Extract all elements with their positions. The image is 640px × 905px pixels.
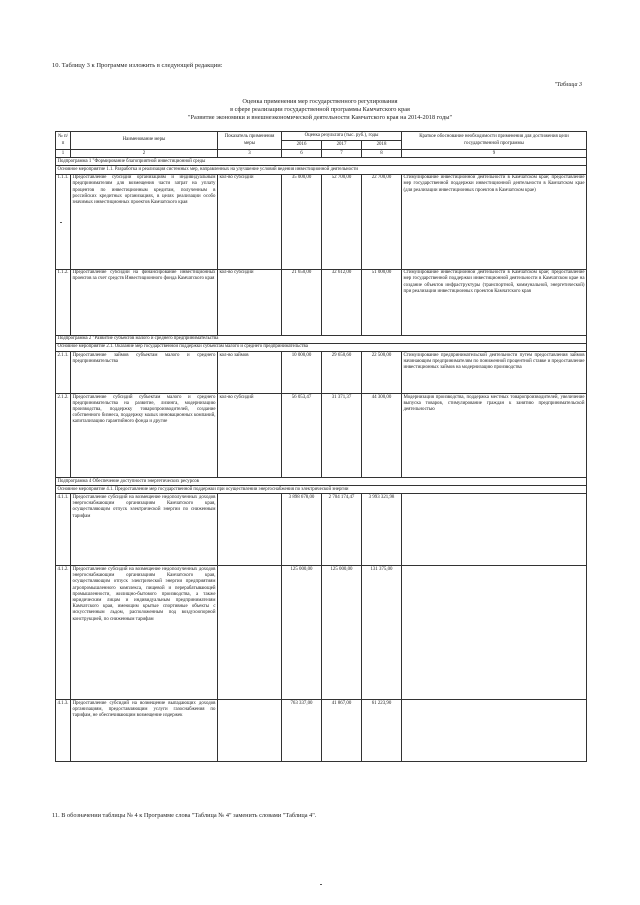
col-number: 8 bbox=[362, 150, 402, 158]
row-rationale bbox=[402, 700, 587, 762]
header-year-2017: 2017 bbox=[322, 141, 362, 150]
header-indicator: Показатель применения меры bbox=[218, 132, 282, 150]
row-rationale bbox=[402, 494, 587, 566]
scan-speck bbox=[320, 884, 322, 885]
row-num: 2.1.1. bbox=[56, 352, 71, 394]
row-2016: 763 337,00 bbox=[282, 700, 322, 762]
row-name: Предоставление субсидий организациям и индивидуальным предпринимателям для возмещения части затрат на уплату процентов по инвестиционным кредитам, полученным в российских кредитных организациях, в целях реализации особо значимых инвестиционных проектов Камчатского края bbox=[71, 174, 218, 269]
row-name: Предоставление субсидий на возмещение выпадающих доходов организациям, предоставляющим услуги газоснабжения по тарифам, не обеспечивающим возмещение издержек bbox=[71, 700, 218, 762]
row-rationale: Стимулирование инвестиционной деятельности в Камчатском крае; предоставление мер государственной поддержки инвестиционной деятельности в Камчатском крае (для реализации инвестиционных проектов в Камчатском крае) bbox=[402, 174, 587, 269]
row-2018: 22 500,00 bbox=[362, 352, 402, 394]
header-num: № п/п bbox=[56, 132, 71, 150]
col-number: 3 bbox=[218, 150, 282, 158]
row-2018: 22 700,00 bbox=[362, 174, 402, 269]
row-2017: 31 371,37 bbox=[322, 394, 362, 478]
row-num: 4.1.1. bbox=[56, 494, 71, 566]
row-indicator: кол-во займов bbox=[218, 352, 282, 394]
table-row bbox=[56, 352, 587, 394]
row-2018: 44 300,00 bbox=[362, 394, 402, 478]
subprogram-title: Подпрограмма 1 "Формирование благоприятной инвестиционной среды bbox=[56, 158, 587, 166]
row-2018: 51 000,00 bbox=[362, 269, 402, 335]
row-rationale: Стимулирование инвестиционной деятельности в Камчатском крае; предоставление мер государственной поддержки инвестиционной деятельности в Камчатском крае на создание объектов инфраструктуры (транспортной, коммунальной, энергетической) при реализации инвестиционных проектов Камчатского края bbox=[402, 269, 587, 335]
row-rationale bbox=[402, 566, 587, 700]
table-row bbox=[56, 394, 587, 478]
table-number: "Таблица 3 bbox=[554, 82, 582, 88]
row-indicator: кол-во субсидий bbox=[218, 269, 282, 335]
row-2016: 56 053,47 bbox=[282, 394, 322, 478]
row-rationale: Стимулирование предпринимательской деятельности путем предоставления займов начинающим предпринимателям по пониженной процентной ставке и предоставление инвестиционных займов на модернизацию производства bbox=[402, 352, 587, 394]
row-num: 4.1.3. bbox=[56, 700, 71, 762]
col-number: 9 bbox=[402, 150, 587, 158]
row-2017: 32 612,00 bbox=[322, 269, 362, 335]
row-2018: 61 223,90 bbox=[362, 700, 402, 762]
footer-text: 11. В обозначении таблицы № 4 к Программе слова "Таблица № 4" заменить словами "Таблица 4". bbox=[52, 812, 317, 819]
table-row bbox=[56, 700, 587, 762]
table-row bbox=[56, 174, 587, 269]
row-name: Предоставление субсидий на финансирование инвестиционных проектов за счет средств Инвестиционного фонда Камчатского края bbox=[71, 269, 218, 335]
row-indicator bbox=[218, 494, 282, 566]
col-number: 6 bbox=[282, 150, 322, 158]
row-name: Предоставление займов субъектам малого и среднего предпринимательства bbox=[71, 352, 218, 394]
measure-title: Основное мероприятие 4.1. Предоставление мер государственной поддержки при осуществлении энергоснабжения по электрической энергии bbox=[56, 486, 587, 494]
row-num: 1.1.2. bbox=[56, 269, 71, 335]
title-line-2: в сфере реализации государственной программы Камчатского края bbox=[230, 106, 410, 113]
row-2017: 29 650,60 bbox=[322, 352, 362, 394]
header-year-2018: 2018 bbox=[362, 141, 402, 150]
col-number: 7 bbox=[322, 150, 362, 158]
title-line-1: Оценка применения мер государственного регулирования bbox=[242, 98, 398, 105]
row-2017: 2 704 174,47 bbox=[322, 494, 362, 566]
row-name: Предоставление субсидий на возмещение недополученных доходов энергоснабжающим организациям Камчатского края, осуществляющим отпуск электрической энергии предприятиям агропромышленного комплекса, пищевой и перерабатывающей промышленности, жилищно-бытового производства, а также юридическим лицам и индивидуальным предпринимателям Камчатского края, имеющим крытые спортивные объекты с искусственным льдом, расположенным под воздухоопорной конструкцией, по сниженным тарифам bbox=[71, 566, 218, 700]
subprogram-title: Подпрограмма 4 Обеспечение доступности энергетических ресурсов bbox=[56, 478, 587, 486]
row-indicator bbox=[218, 700, 282, 762]
table-row bbox=[56, 494, 587, 566]
row-indicator: кол-во субсидий bbox=[218, 394, 282, 478]
row-indicator bbox=[218, 566, 282, 700]
col-number: 1 bbox=[56, 150, 71, 158]
row-name: Предоставление субсидий на возмещение недополученных доходов энергоснабжающим организациям Камчатского края, осуществляющим отпуск электрической энергии по сниженным тарифам bbox=[71, 494, 218, 566]
header-year-2016: 2016 bbox=[282, 141, 322, 150]
row-2016: 35 000,00 bbox=[282, 174, 322, 269]
row-2016: 125 000,00 bbox=[282, 566, 322, 700]
row-2018: 131 375,00 bbox=[362, 566, 402, 700]
row-2016: 10 000,00 bbox=[282, 352, 322, 394]
measures-table bbox=[55, 131, 587, 762]
table-row bbox=[56, 566, 587, 700]
row-num: 4.1.2. bbox=[56, 566, 71, 700]
row-name: Предоставление субсидий субъектам малого и среднего предпринимательства на развитие, лизинга, модернизацию производства, поддержку товаропроизводителей, создание собственного бизнеса, поддержку малых инновационных компаний, капитализацию гарантийного фонда и другие bbox=[71, 394, 218, 478]
header-rationale: Краткое обоснование необходимости применения для достижения цели государственной программы bbox=[402, 132, 587, 150]
row-indicator: кол-во субсидий bbox=[218, 174, 282, 269]
row-num: 1.1.1. bbox=[56, 174, 71, 269]
row-2018: 3 993 321,98 bbox=[362, 494, 402, 566]
subprogram-title: Подпрограмма 2 "Развитие субъектов малого и среднего предпринимательства bbox=[56, 335, 587, 343]
table-row bbox=[56, 269, 587, 335]
row-2016: 21 650,00 bbox=[282, 269, 322, 335]
scan-speck bbox=[60, 222, 62, 223]
title-line-3: "Развитие экономики и внешнеэкономической деятельности Камчатского края на 2014-2018 годы" bbox=[187, 114, 453, 121]
measure-title: Основное мероприятие 2.1. Оказание мер государственной поддержки субъектам малого и среднего предпринимательства bbox=[56, 343, 587, 351]
row-2016: 3 898 678,00 bbox=[282, 494, 322, 566]
header-estimate: Оценка результата (тыс. руб.), годы bbox=[282, 132, 402, 141]
row-2017: 41 867,00 bbox=[322, 700, 362, 762]
row-2017: 52 700,00 bbox=[322, 174, 362, 269]
row-2017: 125 000,00 bbox=[322, 566, 362, 700]
intro-text: 10. Таблицу 3 к Программе изложить в следующей редакции: bbox=[52, 62, 223, 69]
col-number: 2 bbox=[71, 150, 218, 158]
measure-title: Основное мероприятие 1.1. Разработка и реализация системных мер, направленных на улучшение условий ведения инвестиционной деятельности bbox=[56, 166, 587, 174]
row-num: 2.1.2. bbox=[56, 394, 71, 478]
row-rationale: Модернизация производства, поддержка местных товаропроизводителей, увеличение выпуска товаров, стимулирование граждан к занятию предпринимательской деятельностью bbox=[402, 394, 587, 478]
header-name: Наименование меры bbox=[71, 132, 218, 150]
